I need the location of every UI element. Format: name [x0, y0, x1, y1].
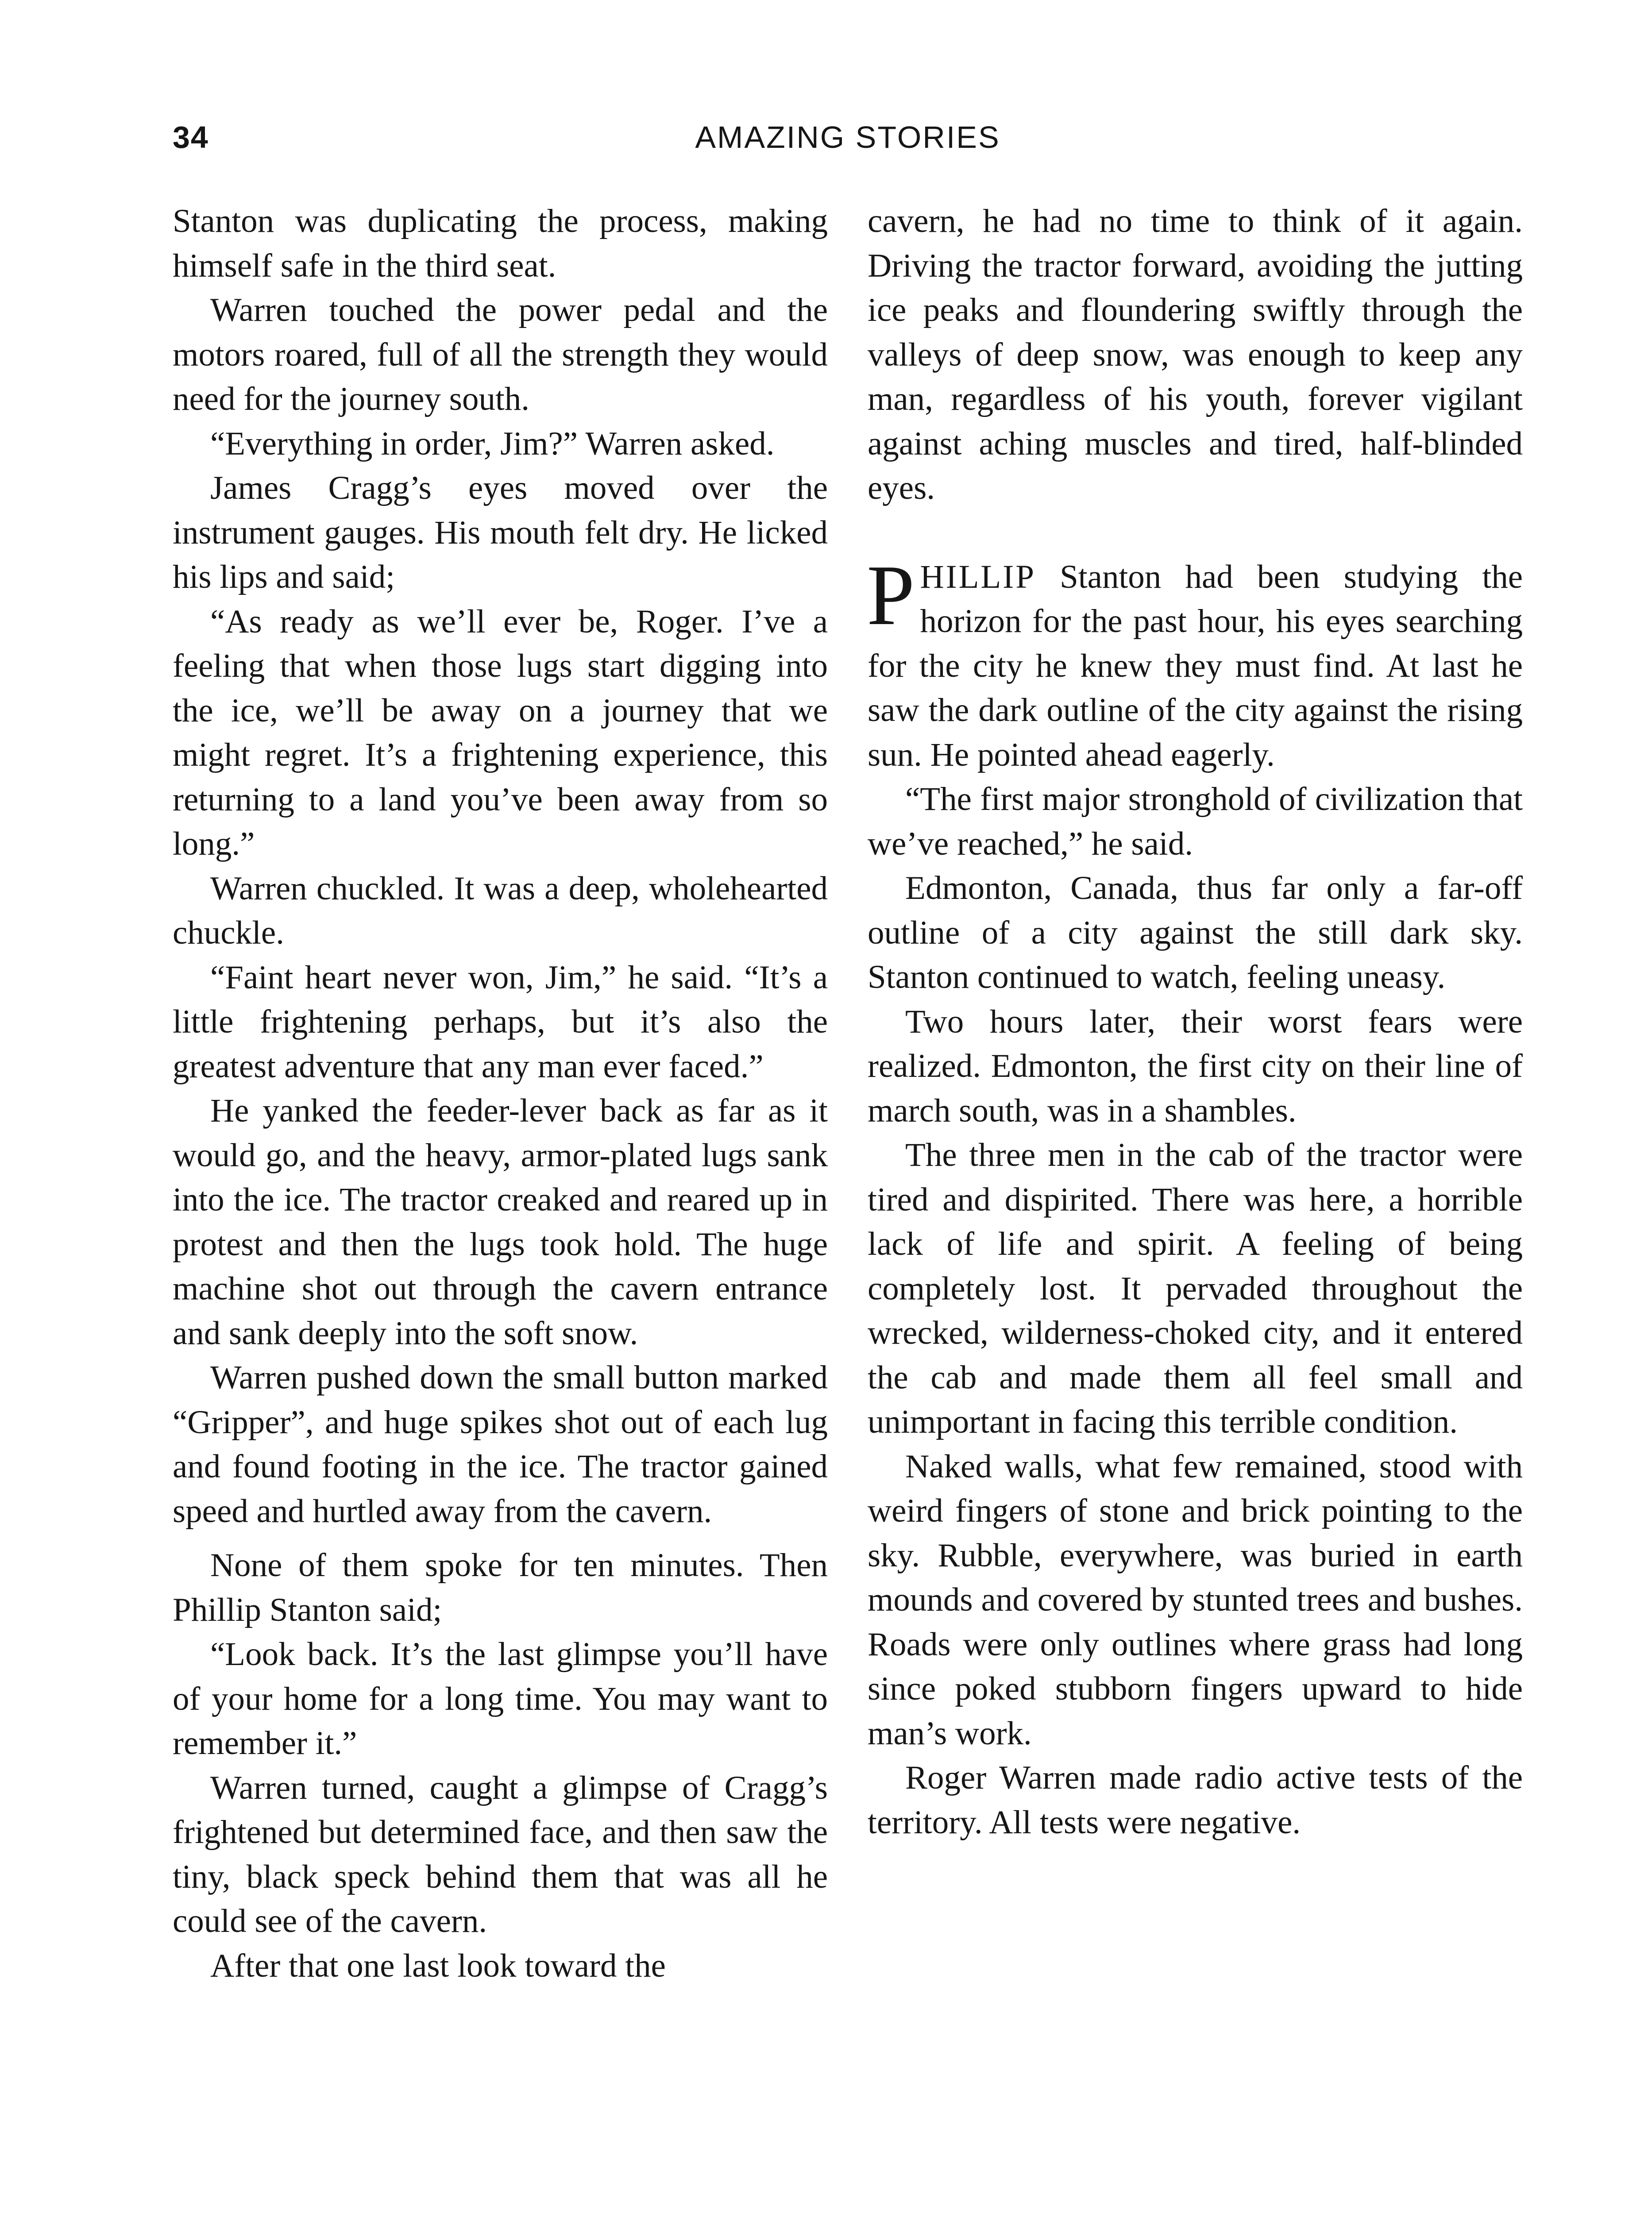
paragraph: James Cragg’s eyes moved over the instrument gauges. His mouth felt dry. He licked his lips and said; [173, 470, 828, 595]
paragraph: The three men in the cab of the tractor were tired and dispirited. There was here, a horrible lack of life and spirit. A feeling of being completely lost. It pervaded throughout the wrecked, wilderness-choked city, and it entered the cab and made them all feel small and unimportant in facing this terrible condition. [868, 1137, 1523, 1440]
paragraph: Stanton was duplicating the process, making himself safe in the third seat. [173, 203, 828, 284]
section-opening-paragraph [867, 547, 1523, 778]
small-caps-word: HILLIP [920, 558, 1036, 595]
paragraph: Two hours later, their worst fears were realized. Edmonton, the first city on their line of march south, was in a shambles. [868, 1003, 1523, 1129]
paragraph: Warren turned, caught a glimpse of Cragg’s frightened but determined face, and then saw the tiny, black speck behind them that was all he could see of the cavern. [173, 1769, 828, 1939]
paragraph: “Everything in order, Jim?” Warren asked. [210, 425, 775, 462]
paragraph: Roger Warren made radio active tests of the territory. All tests were negative. [868, 1759, 1523, 1841]
paragraph: None of them spoke for ten minutes. Then Phillip Stanton said; [173, 1547, 828, 1628]
paragraph: Warren chuckled. It was a deep, wholehearted chuckle. [173, 870, 828, 951]
paragraph: “Look back. It’s the last glimpse you’ll have of your home for a long time. You may want to remember it.” [173, 1636, 828, 1762]
left-column [173, 199, 828, 1988]
paragraph: He yanked the feeder-lever back as far as it would go, and the heavy, armor-plated lugs sank into the ice. The tractor creaked and reared up in protest and then the lugs took hold. The huge machine shot out through the cavern entrance and sank deeply into the soft snow. [173, 1092, 828, 1352]
paragraph: Warren touched the power pedal and the motors roared, full of all the strength they would need for the journey south. [173, 292, 828, 417]
right-column [868, 199, 1523, 1845]
page-number: 34 [173, 120, 209, 154]
drop-cap: P [867, 547, 915, 643]
paragraph: “Faint heart never won, Jim,” he said. “It’s a little frightening perhaps, but it’s also the greatest adventure that any man ever faced.” [173, 959, 828, 1085]
paragraph: After that one last look toward the [210, 1947, 666, 1984]
running-head: AMAZING STORIES [695, 120, 1000, 154]
paragraph: Warren pushed down the small button marked “Gripper”, and huge spikes shot out of each lug and found footing in the ice. The tractor gained speed and hurtled away from the cavern. [173, 1359, 828, 1530]
paragraph: “As ready as we’ll ever be, Roger. I’ve a feeling that when those lugs start digging into the ice, we’ll be away on a journey that we might regret. It’s a frightening experience, this returning to a land you’ve been away from so long.” [173, 603, 828, 862]
paragraph: cavern, he had no time to think of it again. Driving the tractor forward, avoiding the jutting ice peaks and floundering swiftly through the valleys of deep snow, was enough to keep any man, regardless of his youth, forever vigilant against aching muscles and tired, half-blinded eyes. [868, 203, 1523, 506]
page-header [173, 113, 1523, 162]
paragraph: “The first major stronghold of civilization that we’ve reached,” he said. [868, 781, 1523, 862]
paragraph-text: Stanton had been studying the horizon for the past hour, his eyes searching for the city he knew they must find. At last he saw the dark outline of the city against the rising sun. He pointed ahead eagerly. [868, 558, 1523, 773]
paragraph: Naked walls, what few remained, stood with weird fingers of stone and brick pointing to the sky. Rubble, everywhere, was buried in earth mounds and covered by stunted trees and bushes. Roads were only outlines where grass had long since poked stubborn fingers upward to hide man’s work. [868, 1448, 1523, 1752]
paragraph: Edmonton, Canada, thus far only a far-off outline of a city against the still dark sky. Stanton continued to watch, feeling uneasy. [868, 870, 1523, 995]
